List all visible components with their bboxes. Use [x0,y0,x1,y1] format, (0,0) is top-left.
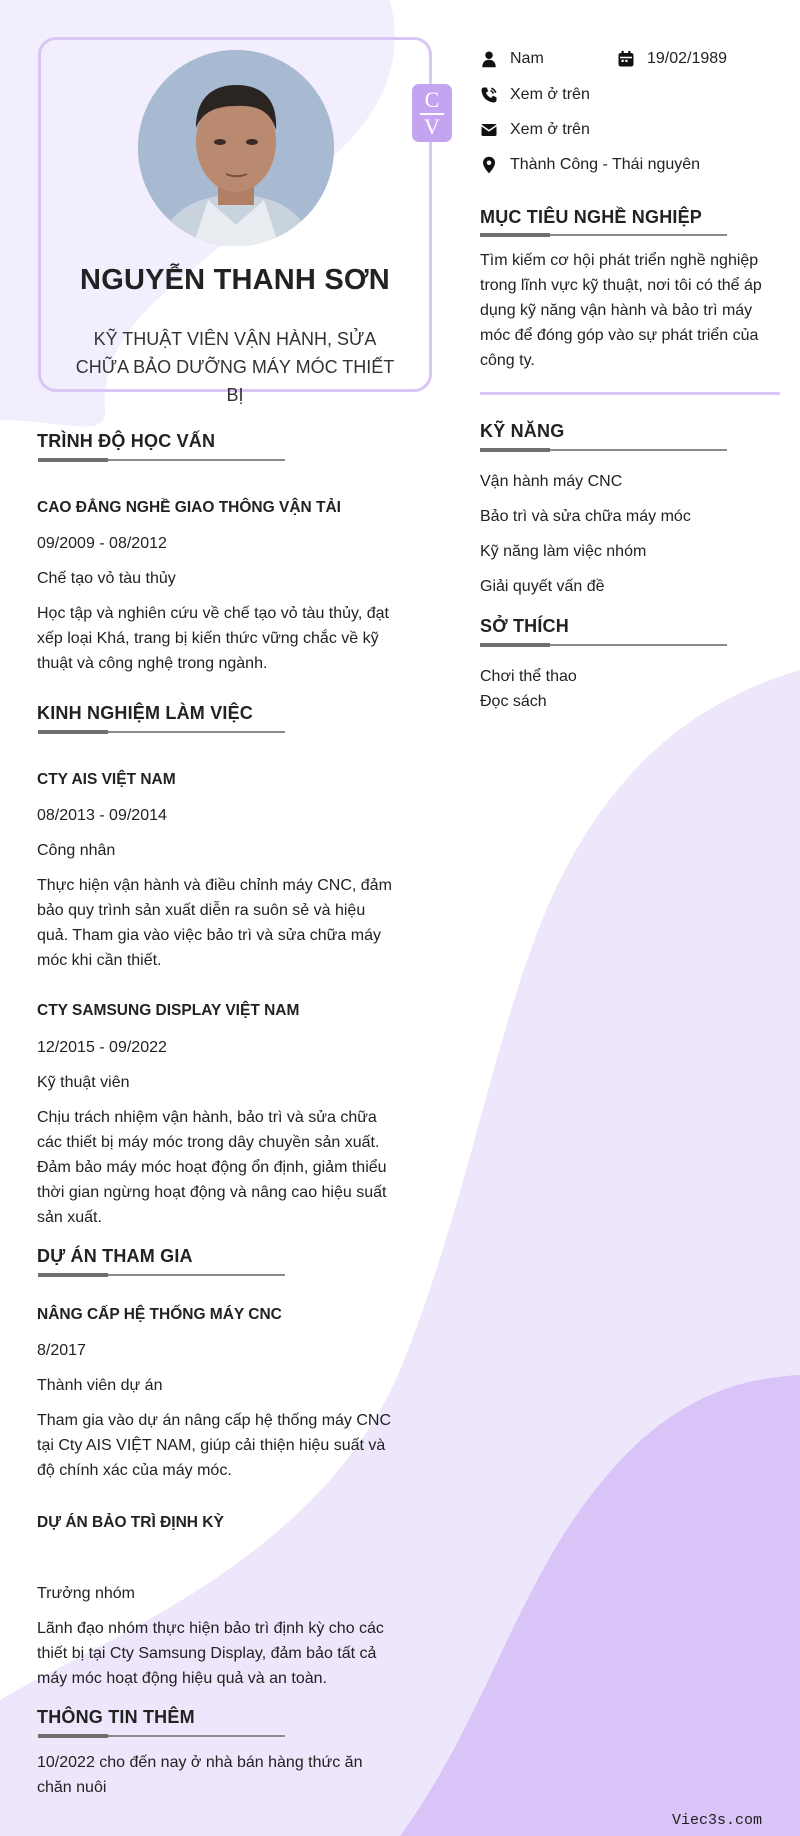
projects-title: DỰ ÁN THAM GIA [37,1246,193,1266]
candidate-name: NGUYỄN THANH SƠN [80,264,390,296]
project-name: DỰ ÁN BẢO TRÌ ĐỊNH KỲ [37,1514,224,1531]
objective-divider [480,392,780,395]
education-period: 09/2009 - 08/2012 [37,535,167,552]
experience-title: KINH NGHIỆM LÀM VIỆC [37,703,254,723]
project-description: Lãnh đạo nhóm thực hiện bảo trì định kỳ cho các thiết bị tại Cty Samsung Display, đảm bảo tất cả máy móc hoạt động hiệu quả và an toàn. [37,1620,384,1687]
skill-item: Giải quyết vấn đề [480,578,605,595]
hobbies-underline [480,644,727,646]
education-major: Chế tạo vỏ tàu thủy [37,570,176,587]
objective-title: MỤC TIÊU NGHỀ NGHIỆP [480,207,703,227]
contact-phone [480,86,590,104]
avatar [138,50,334,246]
project-role: Trưởng nhóm [37,1585,135,1602]
skills-underline [480,449,727,451]
project-period: 8/2017 [37,1342,86,1359]
contact-address [480,156,700,174]
phone-icon [480,86,498,104]
project-description: Tham gia vào dự án nâng cấp hệ thống máy CNC tại Cty AIS VIỆT NAM, giúp cải thiện hiệu suất và độ chính xác của máy móc. [37,1412,392,1479]
envelope-icon [480,121,498,139]
footer-brand: Viec3s.com [672,1812,763,1829]
skill-item: Kỹ năng làm việc nhóm [480,543,647,560]
project-role: Thành viên dự án [37,1377,163,1394]
education-title: TRÌNH ĐỘ HỌC VẤN [37,431,216,451]
additional-text: 10/2022 cho đến nay ở nhà bán hàng thức ăn chăn nuôi [37,1754,363,1796]
additional-title: THÔNG TIN THÊM [37,1707,195,1727]
hobby-item: Đọc sách [480,693,547,710]
cv-badge [412,84,452,142]
address-value: Thành Công - Thái nguyên [510,156,701,173]
experience-period: 08/2013 - 09/2014 [37,807,167,824]
education-underline [38,459,285,461]
job-title: KỸ THUẬT VIÊN VẬN HÀNH, SỬA CHỮA BẢO DƯỠNG MÁY MÓC THIẾT BỊ [75,329,395,405]
skill-item: Bảo trì và sửa chữa máy móc [480,508,691,525]
contact-email [480,121,590,139]
additional-underline [38,1735,285,1737]
person-icon [480,50,498,68]
hobbies-title: SỞ THÍCH [480,616,569,636]
gender-value: Nam [510,50,544,67]
location-pin-icon [480,156,498,174]
skills-title: KỸ NĂNG [480,421,565,441]
email-value: Xem ở trên [510,121,590,138]
hobby-item: Chơi thể thao [480,668,577,685]
education-description: Học tập và nghiên cứu về chế tạo vỏ tàu thủy, đạt xếp loại Khá, trang bị kiến thức vững chắc về kỹ thuật và công nghệ trong ngành. [37,605,389,672]
objective-underline [480,234,727,236]
experience-description: Chịu trách nhiệm vận hành, bảo trì và sửa chữa các thiết bị máy móc trong dây chuyền sản xuất. Đảm bảo máy móc hoạt động ổn định, giảm thiểu thời gian ngừng hoạt động và nâng cao hiệu suất sản xuất. [37,1109,387,1226]
objective-text: Tìm kiếm cơ hội phát triển nghề nghiệp trong lĩnh vực kỹ thuật, nơi tôi có thể áp dụng kỹ năng vận hành và bảo trì máy móc để đóng góp vào sự phát triển của công ty. [480,252,762,369]
projects-underline [38,1274,285,1276]
experience-company: CTY SAMSUNG DISPLAY VIỆT NAM [37,1002,300,1019]
experience-company: CTY AIS VIỆT NAM [37,771,176,788]
cv-badge-top: C [424,87,440,112]
calendar-icon [617,50,635,68]
education-school: CAO ĐẲNG NGHỀ GIAO THÔNG VẬN TẢI [37,499,341,516]
contact-gender [480,50,544,68]
skill-item: Vận hành máy CNC [480,473,623,490]
person-photo-icon [138,50,334,246]
contact-birthday [617,50,727,68]
cv-badge-bottom: V [424,114,440,139]
experience-role: Kỹ thuật viên [37,1074,130,1091]
experience-description: Thực hiện vận hành và điều chỉnh máy CNC, đảm bảo quy trình sản xuất diễn ra suôn sẻ và hiệu quả. Tham gia vào việc bảo trì và sửa chữa máy móc khi cần thiết. [37,877,392,969]
experience-underline [38,731,285,733]
experience-period: 12/2015 - 09/2022 [37,1039,167,1056]
birthday-value: 19/02/1989 [647,50,728,67]
project-name: NÂNG CẤP HỆ THỐNG MÁY CNC [37,1306,282,1323]
experience-role: Công nhân [37,842,116,859]
phone-value: Xem ở trên [510,86,590,103]
